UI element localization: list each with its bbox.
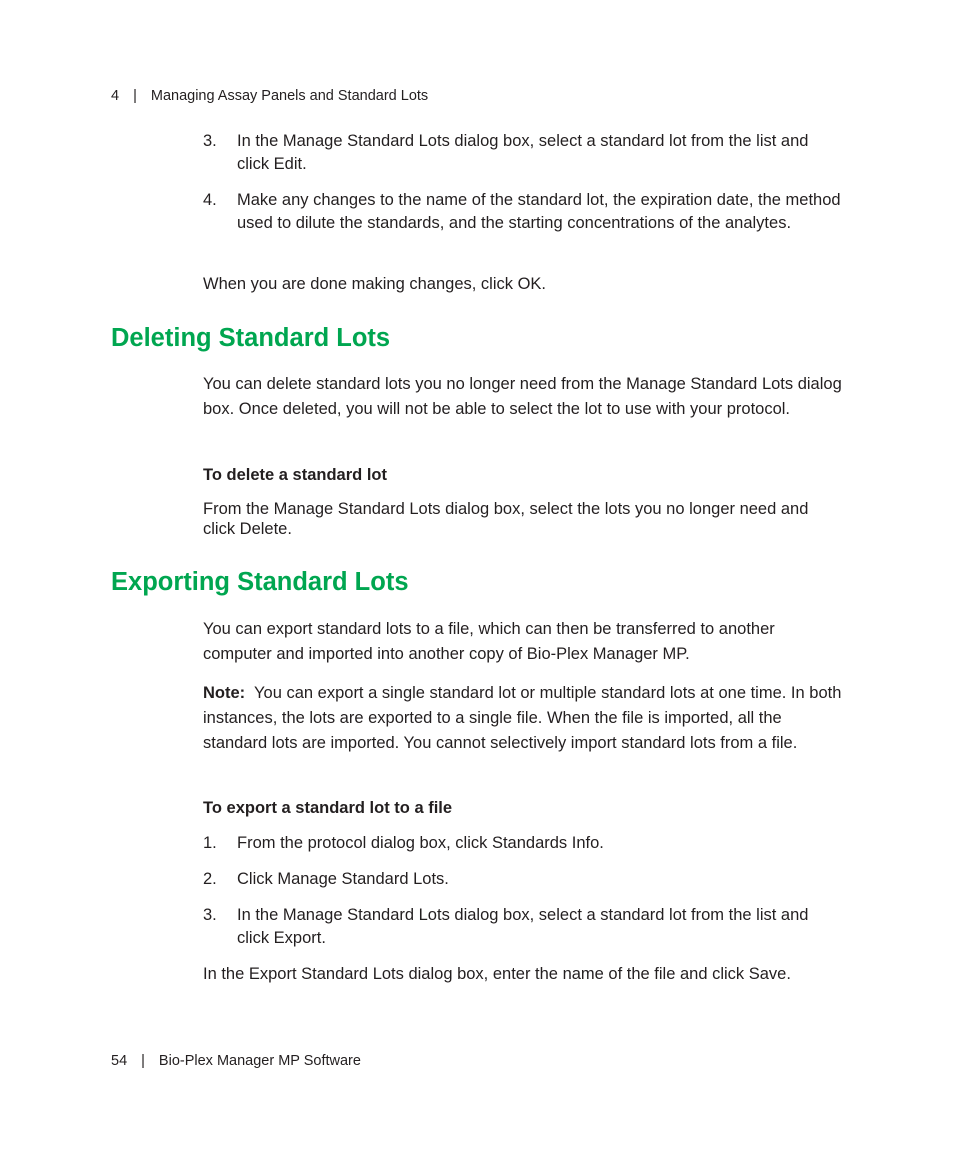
exporting-intro: You can export standard lots to a file, which can then be transferred to another computer and imported into another copy of Bio-Plex Manager MP. xyxy=(203,620,775,663)
footer-page-number: 54 xyxy=(111,1053,128,1069)
footer-separator: | xyxy=(141,1053,145,1069)
step-text: In the Manage Standard Lots dialog box, select a standard lot from the list and click Edit. xyxy=(237,132,809,173)
header-page-number: 4 xyxy=(111,88,120,104)
export-procedure-title: To export a standard lot to a file xyxy=(203,799,453,817)
step-number: 3. xyxy=(203,132,217,150)
step-number: 1. xyxy=(203,834,217,852)
step-text: Make any changes to the name of the standard lot, the expiration date, the method used to dilute the standards, and the starting concentrations of the analytes. xyxy=(237,191,841,232)
export-step-3 xyxy=(203,904,843,950)
export-step-2 xyxy=(203,868,843,891)
note-text: You can export a single standard lot or multiple standard lots at one time. In both instances, the lots are exported to a single file. When the file is imported, all the standard lots are imported. You cannot selectively import standard lots from a file. xyxy=(203,684,842,752)
export-step-1 xyxy=(203,832,843,855)
note-label: Note: xyxy=(203,684,246,702)
step-number: 4. xyxy=(203,191,217,209)
exporting-heading: Exporting Standard Lots xyxy=(111,568,409,596)
step-text: Click Manage Standard Lots. xyxy=(237,870,449,888)
header-separator: | xyxy=(133,88,137,104)
edit-step-4 xyxy=(203,189,843,235)
step-number: 2. xyxy=(203,870,217,888)
delete-procedure-title: To delete a standard lot xyxy=(203,466,387,484)
deleting-intro: You can delete standard lots you no longer need from the Manage Standard Lots dialog box. Once deleted, you will not be able to select the lot to use with your protocol. xyxy=(203,375,842,418)
deleting-heading: Deleting Standard Lots xyxy=(111,324,391,352)
running-footer xyxy=(111,1052,361,1070)
step-text: From the protocol dialog box, click Standards Info. xyxy=(237,834,604,852)
edit-step-3 xyxy=(203,130,843,176)
running-header xyxy=(111,87,428,105)
delete-procedure-text: From the Manage Standard Lots dialog box, select the lots you no longer need and click Delete. xyxy=(203,500,809,538)
export-result: In the Export Standard Lots dialog box, enter the name of the file and click Save. xyxy=(203,965,791,983)
export-note xyxy=(203,681,843,756)
header-chapter-title: Managing Assay Panels and Standard Lots xyxy=(150,88,429,104)
step-number: 3. xyxy=(203,906,217,924)
edit-result: When you are done making changes, click OK. xyxy=(203,275,547,293)
step-text: In the Manage Standard Lots dialog box, select a standard lot from the list and click Export. xyxy=(237,906,809,947)
footer-book-title: Bio-Plex Manager MP Software xyxy=(158,1053,361,1069)
